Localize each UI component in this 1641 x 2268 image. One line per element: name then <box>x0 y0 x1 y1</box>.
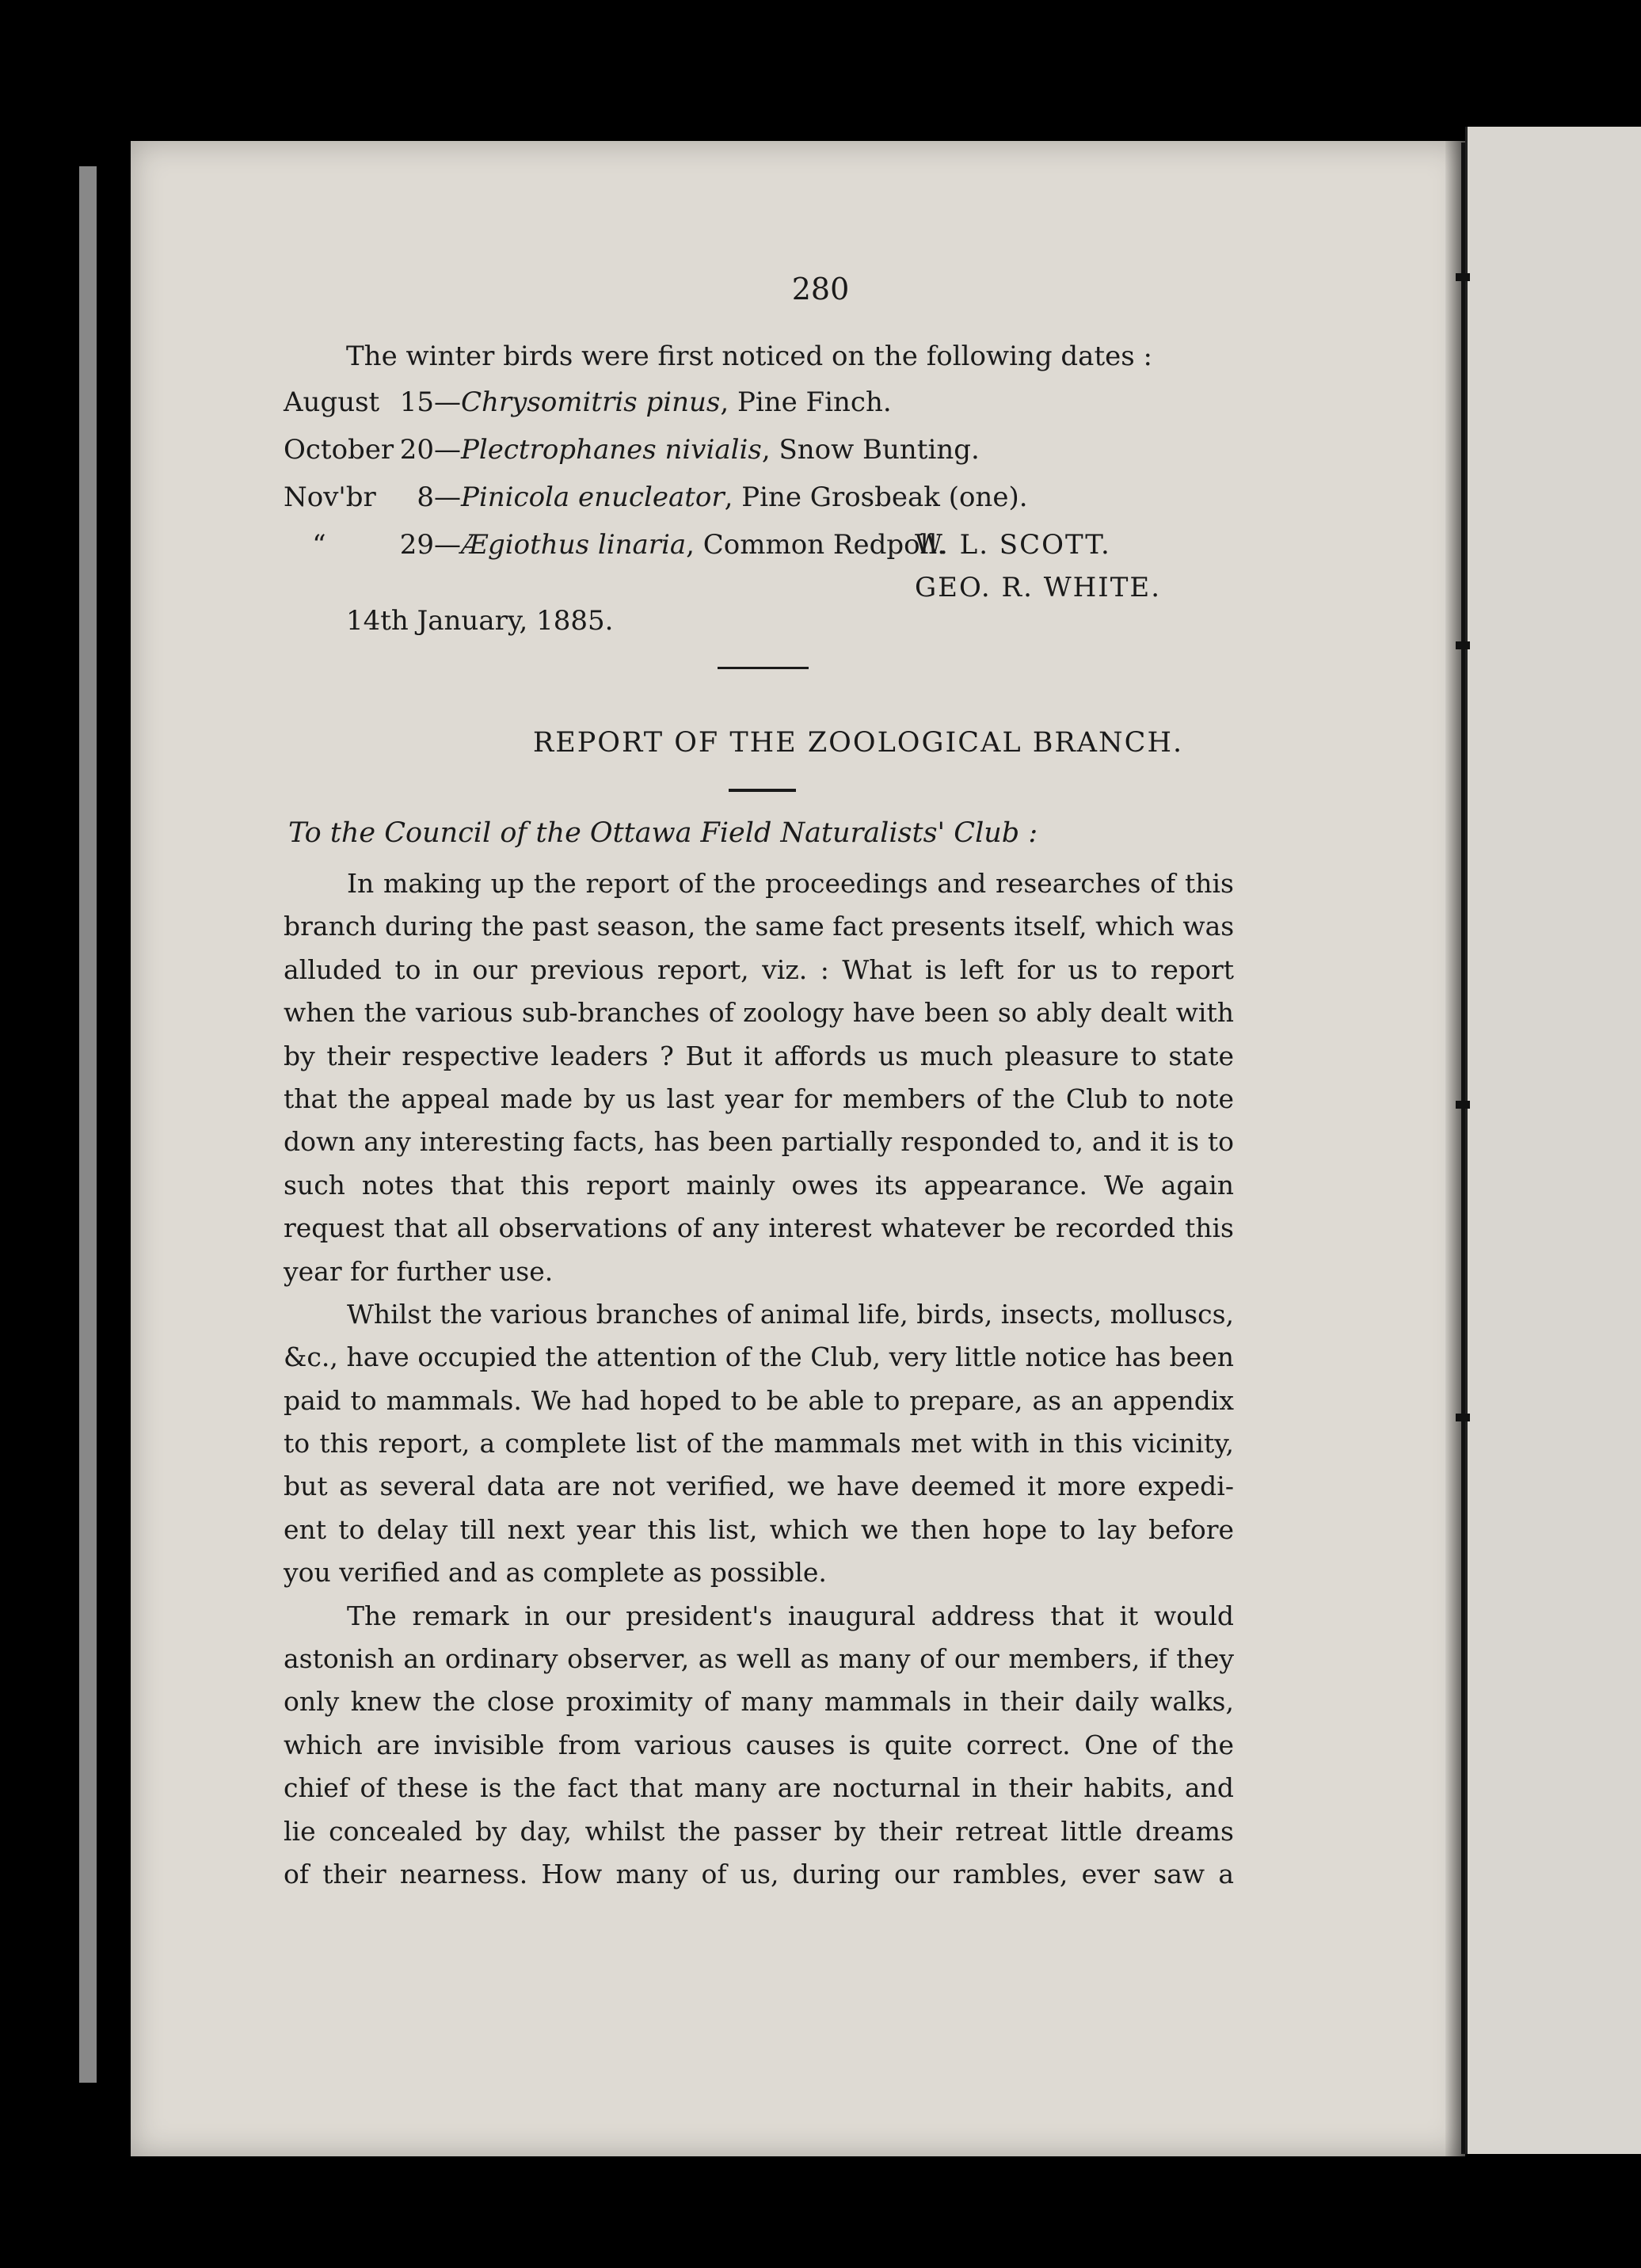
body-line: &c., have occupied the attention of the Club, very little notice has been <box>284 1341 1234 1373</box>
salutation: To the Council of the Ottawa Field Naturalists' Club : <box>288 817 1038 849</box>
species-name: Pinicola enucleator <box>461 481 725 513</box>
common-name: , Pine Finch. <box>720 386 892 418</box>
body-line: but as several data are not verified, we have deemed it more expedi- <box>284 1471 1234 1502</box>
facing-page-edge <box>1465 127 1641 2154</box>
species-name: Chrysomitris pinus <box>461 386 721 418</box>
binding-mark <box>1456 1414 1470 1421</box>
binding-mark <box>1456 1101 1470 1109</box>
section-divider <box>718 667 809 669</box>
sighting-month: Nov'br <box>284 481 376 513</box>
body-line: request that all observations of any interest whatever be recorded this <box>284 1212 1234 1244</box>
species-name: Ægiothus linaria <box>461 529 687 561</box>
report-body <box>284 862 1234 1896</box>
signatory-white: GEO. R. WHITE. <box>915 572 1162 603</box>
body-line: such notes that this report mainly owes its appearance. We again <box>284 1169 1234 1201</box>
body-line: of their nearness. How many of us, during our rambles, ever saw a <box>284 1858 1234 1889</box>
common-name: , Pine Grosbeak (one). <box>724 481 1028 513</box>
body-line: you verified and as complete as possible. <box>284 1557 827 1589</box>
section-heading: REPORT OF THE ZOOLOGICAL BRANCH. <box>532 727 1184 759</box>
body-line: alluded to in our previous report, viz. : What is left for us to report <box>284 953 1234 985</box>
body-line: lie concealed by day, whilst the passer by their retreat little dreams <box>284 1815 1234 1847</box>
sighting-day: 8 <box>417 481 434 513</box>
species-name: Plectrophanes nivialis <box>461 434 762 466</box>
body-line: down any interesting facts, has been partially responded to, and it is to <box>284 1126 1234 1158</box>
body-line: Whilst the various branches of animal life, birds, insects, molluscs, <box>347 1298 1234 1330</box>
body-line: by their respective leaders ? But it affords us much pleasure to state <box>284 1040 1234 1071</box>
binding-line <box>1461 143 1465 2154</box>
body-line: that the appeal made by us last year for members of the Club to note <box>284 1083 1234 1114</box>
sighting-month: August <box>284 386 380 418</box>
sighting-day: 29 <box>399 529 434 561</box>
body-line: astonish an ordinary observer, as well as many of our members, if they <box>284 1643 1234 1675</box>
body-line: only knew the close proximity of many mammals in their daily walks, <box>284 1686 1234 1718</box>
signatory-scott: W. L. SCOTT. <box>915 529 1111 561</box>
sighting-row: “ 29 — Ægiothus linaria , Common Redpoll. <box>284 528 1028 576</box>
winter-birds-intro: The winter birds were first noticed on the following dates : <box>346 341 1152 372</box>
body-line: ent to delay till next year this list, which we then hope to lay before <box>284 1513 1234 1545</box>
body-line: The remark in our president's inaugural address that it would <box>347 1600 1234 1631</box>
body-line: to this report, a complete list of the mammals met with in this vicinity, <box>284 1428 1234 1459</box>
body-line: In making up the report of the proceedings and researches of this <box>347 868 1234 899</box>
body-line: chief of these is the fact that many are nocturnal in their habits, and <box>284 1772 1234 1804</box>
body-line: branch during the past season, the same fact presents itself, which was <box>284 911 1235 942</box>
common-name: , Common Redpoll. <box>686 529 946 561</box>
sighting-month: October <box>284 434 394 466</box>
heading-underline <box>729 789 796 792</box>
sighting-row: Nov'br 8 — Pinicola enucleator , Pine Grosbeak (one). <box>284 481 1028 528</box>
sighting-row: August 15 — Chrysomitris pinus , Pine Finch. <box>284 386 1028 433</box>
common-name: , Snow Bunting. <box>761 434 980 466</box>
binding-mark <box>1456 641 1470 649</box>
sighting-day: 15 <box>399 386 434 418</box>
scan-left-edge <box>79 166 97 2083</box>
report-date: 14th January, 1885. <box>346 605 614 637</box>
page-number: 280 <box>791 272 850 306</box>
sighting-day: 20 <box>399 434 434 466</box>
sighting-month: “ <box>312 529 326 561</box>
body-line: year for further use. <box>284 1255 554 1287</box>
body-line: when the various sub-branches of zoology have been so ably dealt with <box>284 997 1234 1029</box>
sighting-row: October 20 — Plectrophanes nivialis , Snow Bunting. <box>284 433 1028 481</box>
body-line: paid to mammals. We had hoped to be able to prepare, as an appendix <box>284 1384 1234 1416</box>
body-line: which are invisible from various causes is quite correct. One of the <box>284 1729 1234 1760</box>
